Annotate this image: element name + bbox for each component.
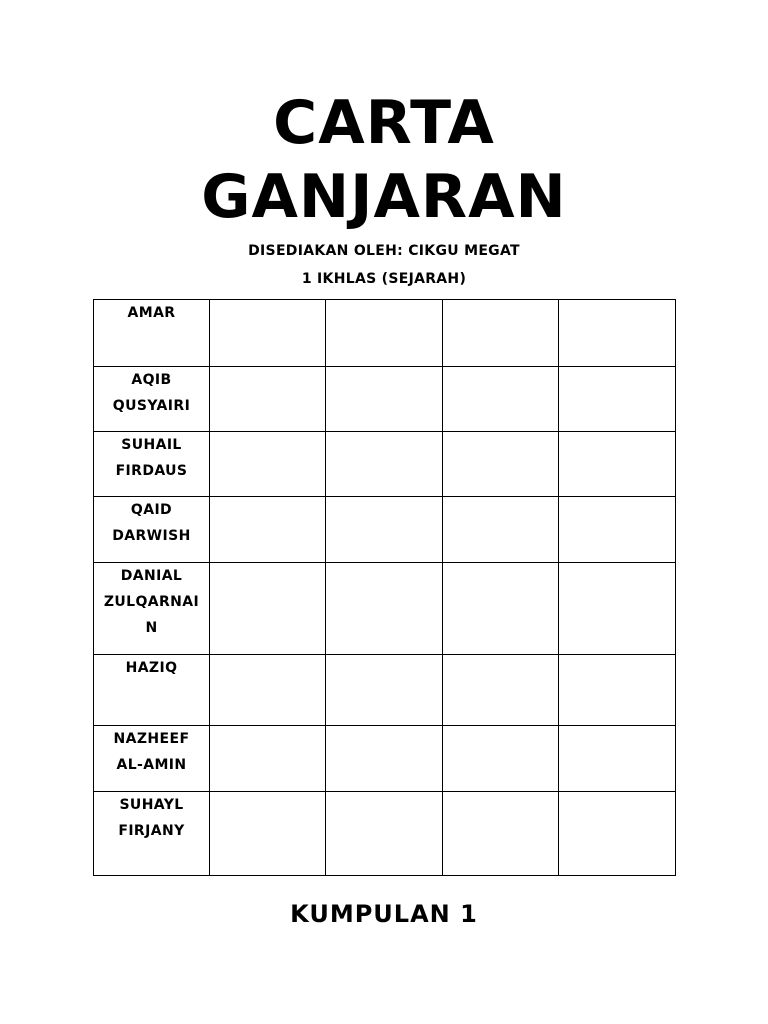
student-name: [94, 726, 210, 792]
table-row: [94, 792, 676, 876]
reward-cell: [559, 792, 676, 876]
table-row: [94, 300, 676, 367]
prepared-by: DISEDIAKAN OLEH: CIKGU MEGAT: [248, 243, 520, 259]
reward-cell: [443, 432, 559, 497]
group-label: KUMPULAN 1: [290, 900, 478, 928]
reward-cell: [443, 300, 559, 367]
table-row: [94, 655, 676, 726]
name-line: FIRDAUS: [115, 463, 188, 479]
reward-cell: [326, 367, 443, 432]
name-line: HAZIQ: [125, 660, 178, 676]
reward-cell: [559, 655, 676, 726]
student-name: [94, 563, 210, 655]
reward-cell: [210, 726, 326, 792]
reward-cell: [326, 497, 443, 563]
name-line: AMAR: [127, 305, 176, 321]
table-row: [94, 432, 676, 497]
reward-cell: [210, 792, 326, 876]
name-line: AQIB: [131, 372, 172, 388]
name-line: SUHAYL: [119, 797, 184, 813]
reward-cell: [443, 726, 559, 792]
student-name: [94, 300, 210, 367]
reward-cell: [210, 300, 326, 367]
name-line: N: [145, 620, 158, 636]
table-row: [94, 497, 676, 563]
reward-cell: [326, 563, 443, 655]
table-row: [94, 563, 676, 655]
reward-cell: [326, 300, 443, 367]
reward-cell: [210, 367, 326, 432]
reward-cell: [559, 726, 676, 792]
name-line: DANIAL: [120, 568, 183, 584]
name-line: QUSYAIRI: [112, 398, 191, 414]
table-row: [94, 367, 676, 432]
reward-cell: [326, 432, 443, 497]
name-line: DARWISH: [112, 528, 191, 544]
reward-cell: [443, 367, 559, 432]
reward-cell: [559, 563, 676, 655]
name-line: ZULQARNAI: [103, 594, 200, 610]
reward-cell: [443, 497, 559, 563]
reward-cell: [559, 432, 676, 497]
name-line: NAZHEEF: [113, 731, 190, 747]
name-line: AL-AMIN: [116, 757, 187, 773]
student-name: [94, 497, 210, 563]
reward-cell: [210, 432, 326, 497]
title-line-1: CARTA: [273, 88, 495, 158]
student-name: [94, 432, 210, 497]
reward-cell: [326, 726, 443, 792]
reward-cell: [326, 792, 443, 876]
reward-chart-table: [93, 299, 676, 876]
reward-cell: [210, 563, 326, 655]
title-line-2: GANJARAN: [201, 162, 567, 232]
student-name: [94, 655, 210, 726]
name-line: QAID: [130, 502, 173, 518]
reward-cell: [559, 300, 676, 367]
student-name: [94, 792, 210, 876]
class-info: 1 IKHLAS (SEJARAH): [301, 271, 467, 287]
table-row: [94, 726, 676, 792]
reward-cell: [559, 367, 676, 432]
reward-cell: [443, 792, 559, 876]
reward-cell: [210, 497, 326, 563]
name-line: SUHAIL: [121, 437, 182, 453]
reward-cell: [559, 497, 676, 563]
name-line: FIRJANY: [118, 823, 185, 839]
reward-cell: [443, 563, 559, 655]
reward-cell: [210, 655, 326, 726]
student-name: [94, 367, 210, 432]
reward-cell: [326, 655, 443, 726]
reward-cell: [443, 655, 559, 726]
